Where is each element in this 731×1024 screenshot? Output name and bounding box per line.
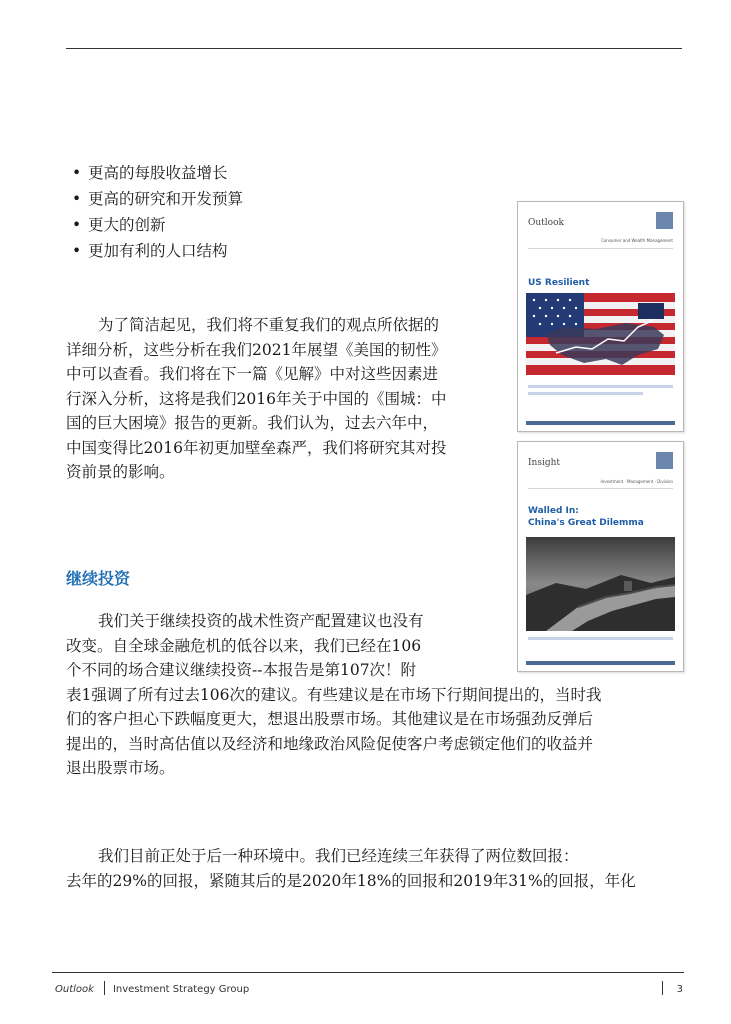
cover-title: Walled In: China's Great Dilemma xyxy=(528,506,644,528)
cover-footer-bar xyxy=(526,661,675,665)
cover-series-label: Insight xyxy=(528,458,561,468)
cover-footer-bar xyxy=(526,421,675,425)
cover-rule xyxy=(528,248,673,249)
cover-subtitle: Investment · Management · Division xyxy=(600,479,673,484)
bullet-marker: • xyxy=(72,190,82,208)
footer-group: Investment Strategy Group xyxy=(112,984,250,995)
footer-rule xyxy=(52,972,684,973)
bullet-item: • 更加有利的人口结构 xyxy=(72,238,243,264)
cover-caption xyxy=(528,637,673,640)
cover-title: US Resilient xyxy=(528,278,590,288)
bullet-item: • 更高的每股收益增长 xyxy=(72,160,243,186)
section-heading: 继续投资 xyxy=(66,569,131,588)
footer-brand: Outlook xyxy=(55,984,94,995)
footer-separator xyxy=(662,981,663,995)
paragraph-stay-invested: 我们关于继续投资的战术性资产配置建议也没有 改变。自全球金融危机的低谷以来，我们已经在106 个不同的场合建议继续投资--本报告是第107次！附 表1强调了所有过去106次的建议。有些建议是在市场下行期间提出的，当时我 们的客户担心下跌幅度更大，想退出股票市场。其他建议是在市场强劲反弹后 提出的，当时高估值以及经济和地缘政治风险促使客户考虑锁定他们的收益并 退出股票市场。 xyxy=(66,612,602,777)
bullet-marker: • xyxy=(72,216,82,234)
footer-separator xyxy=(104,981,105,995)
outlook-report-cover xyxy=(517,201,684,432)
paragraph-returns: 我们目前正处于后一种环境中。我们已经连续三年获得了两位数回报： 去年的29%的回报，紧随其后的是2020年18%的回报和2019年31%的回报，年化 xyxy=(66,847,636,890)
footer-publication xyxy=(55,981,249,995)
cover-subtitle: Consumer and Wealth Management xyxy=(601,238,673,243)
brand-logo xyxy=(656,452,673,469)
bullet-item: • 更高的研究和开发预算 xyxy=(72,186,243,212)
paragraph-outlook-reference: 为了简洁起见，我们将不重复我们的观点所依据的 详细分析，这些分析在我们2021年展望《美国的韧性》 中可以查看。我们将在下一篇《见解》中对这些因素进 行深入分析，这将是我们2016年关于中国的《围城：中 国的巨大困境》报告的更新。我们认为，过去六年中， 中国变得比2016年初更加壁垒森严，我们将研究其对投 资前景的影响。 xyxy=(66,316,447,481)
us-flag-map-image xyxy=(526,293,675,375)
bullet-marker: • xyxy=(72,164,82,182)
cover-series-label: Outlook xyxy=(528,218,564,228)
great-wall-image xyxy=(526,537,675,631)
insight-report-cover xyxy=(517,441,684,672)
bullet-list xyxy=(72,160,243,264)
cover-caption xyxy=(528,392,643,395)
bullet-item: • 更大的创新 xyxy=(72,212,243,238)
page-number: 3 xyxy=(662,981,683,995)
cover-caption xyxy=(528,385,673,388)
bullet-marker: • xyxy=(72,242,82,260)
cover-rule xyxy=(528,488,673,489)
brand-logo xyxy=(656,212,673,229)
top-rule xyxy=(66,48,682,49)
